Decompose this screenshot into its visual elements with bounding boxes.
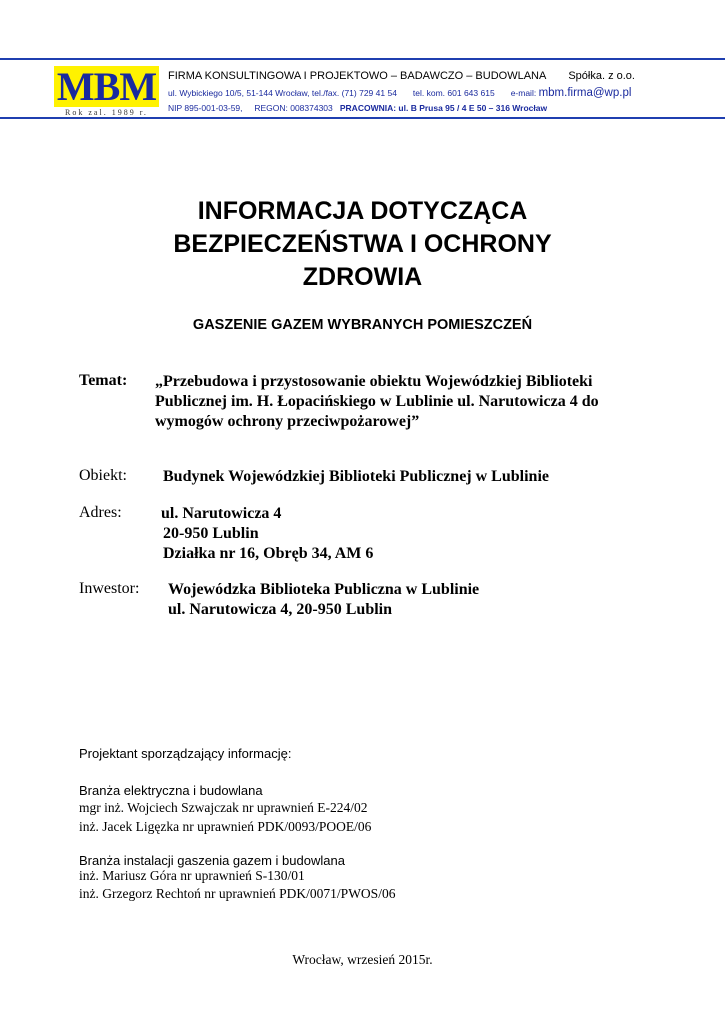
- inwestor-line-1: Wojewódzka Biblioteka Publiczna w Lublinie: [168, 581, 480, 598]
- temat-value: [155, 372, 599, 432]
- adres-line-2: 20-950 Lublin: [163, 525, 259, 542]
- temat-label: Temat:: [79, 372, 128, 389]
- designer-rechton: inż. Grzegorz Rechtoń nr uprawnień PDK/0071/PWOS/06: [79, 886, 396, 901]
- header-registry-line: [168, 103, 547, 113]
- temat-line-3: wymogów ochrony przeciwpożarowej”: [155, 413, 420, 430]
- company-name: FIRMA KONSULTINGOWA I PROJEKTOWO – BADAWCZO – BUDOWLANA: [168, 70, 547, 82]
- title-line-2: BEZPIECZEŃSTWA I OCHRONY: [173, 230, 552, 258]
- header-company-line: [168, 70, 635, 82]
- inwestor-label: Inwestor:: [79, 580, 140, 597]
- company-nip: NIP 895-001-03-59,: [168, 103, 243, 113]
- company-form: Spółka. z o.o.: [568, 70, 635, 82]
- obiekt-value: Budynek Wojewódzkiej Biblioteki Publicznej w Lublinie: [163, 468, 549, 485]
- email-link[interactable]: mbm.firma@wp.pl: [538, 87, 632, 99]
- designer-gora: inż. Mariusz Góra nr uprawnień S-130/01: [79, 868, 305, 883]
- document-title: [0, 195, 725, 294]
- header-bottom-rule: [0, 117, 725, 119]
- obiekt-label: Obiekt:: [79, 467, 127, 484]
- designer-ligezka: inż. Jacek Ligęzka nr uprawnień PDK/0093/POOE/06: [79, 819, 372, 834]
- email-label: e-mail:: [510, 88, 537, 98]
- temat-line-2: Publicznej im. H. Łopacińskiego w Lublinie ul. Narutowicza 4 do: [155, 393, 599, 410]
- document-subtitle: GASZENIE GAZEM WYBRANYCH POMIESZCZEŃ: [192, 317, 533, 333]
- inwestor-value: [168, 580, 479, 620]
- branza-gaszenia-heading: Branża instalacji gaszenia gazem i budowlana: [79, 853, 345, 868]
- branza-elektryczna-heading: Branża elektryczna i budowlana: [79, 783, 263, 798]
- adres-line-1: ul. Narutowicza 4: [161, 505, 282, 522]
- adres-label: Adres:: [79, 504, 122, 521]
- title-line-3: ZDROWIA: [302, 263, 423, 291]
- header-top-rule: [0, 58, 725, 60]
- adres-line-3: Działka nr 16, Obręb 34, AM 6: [163, 545, 374, 562]
- designer-szwajczak: mgr inż. Wojciech Szwajczak nr uprawnień E-224/02: [79, 800, 368, 815]
- company-logo: [54, 66, 159, 107]
- company-mobile: tel. kom. 601 643 615: [412, 88, 495, 98]
- adres-value: [163, 504, 373, 564]
- title-line-1: INFORMACJA DOTYCZĄCA: [197, 197, 528, 225]
- place-date: Wrocław, wrzesień 2015r.: [292, 952, 433, 967]
- projektant-heading: Projektant sporządzający informację:: [79, 746, 292, 761]
- company-regon: REGON: 008374303: [254, 103, 333, 113]
- company-workshop: PRACOWNIA: ul. B Prusa 95 / 4 E 50 – 316 Wrocław: [339, 103, 548, 113]
- temat-line-1: „Przebudowa i przystosowanie obiektu Wojewódzkiej Biblioteki: [155, 373, 593, 390]
- company-address: ul. Wybickiego 10/5, 51-144 Wrocław, tel./fax. (71) 729 41 54: [168, 88, 397, 98]
- logo-founded-caption: Rok zal. 1989 r.: [65, 108, 148, 117]
- inwestor-line-2: ul. Narutowicza 4, 20-950 Lublin: [168, 601, 393, 618]
- header-contact-line: [168, 87, 631, 99]
- logo-text: MBM: [56, 64, 157, 109]
